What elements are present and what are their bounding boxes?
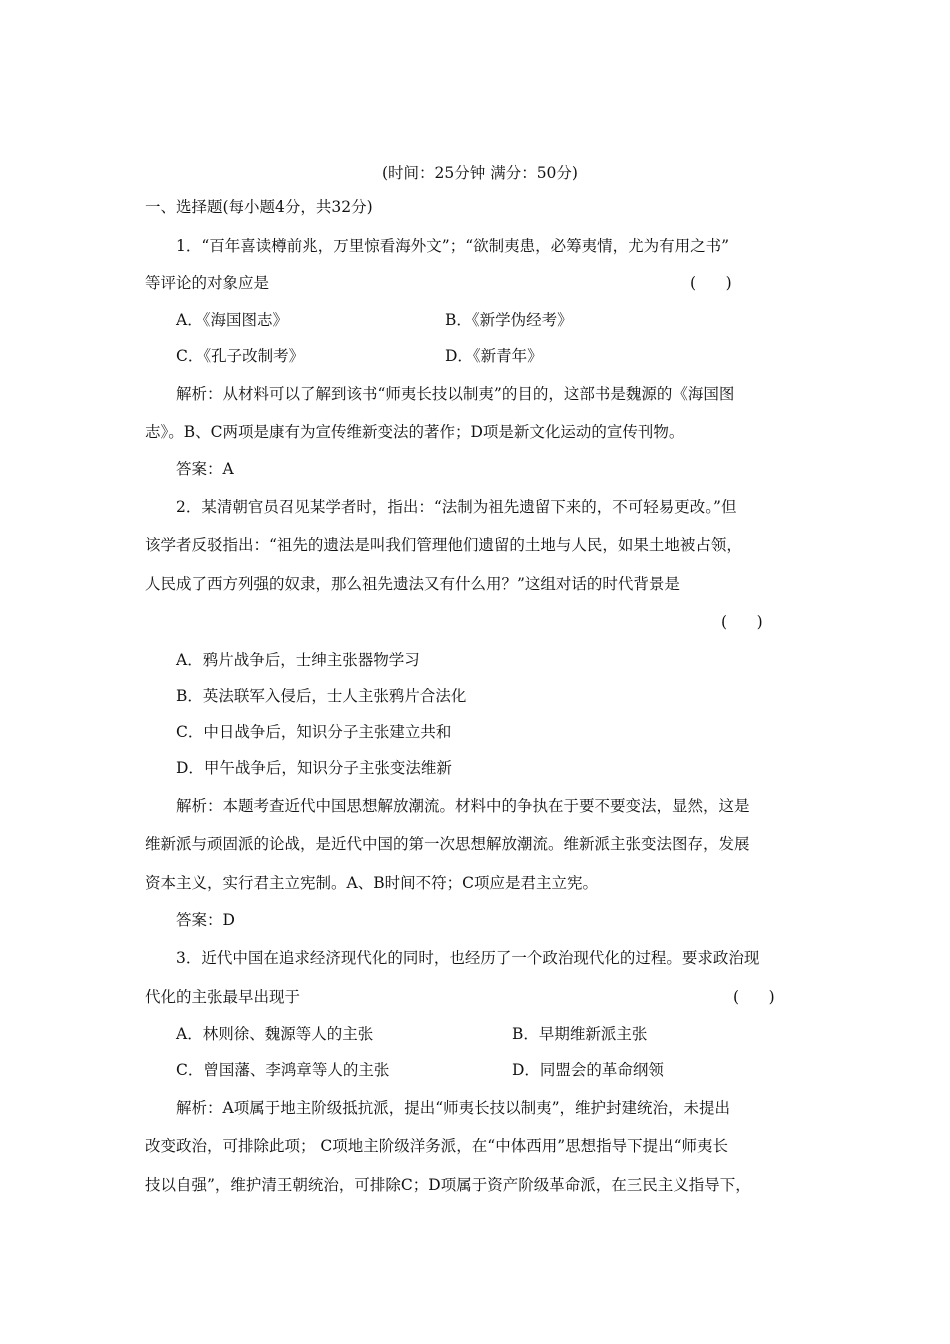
q1-stem-line1: 1．“百年喜读樽前兆，万里惊看海外文”；“欲制夷患，必筹夷情，尤为有用之书” xyxy=(176,237,730,255)
q2-stem-line3: 人民成了西方列强的奴隶，那么祖先遗法又有什么用？”这组对话的时代背景是 xyxy=(145,575,680,593)
q2-analysis-line1: 解析：本题考查近代中国思想解放潮流。材料中的争执在于要不要变法，显然，这是 xyxy=(176,797,750,815)
q2-option-c: C．中日战争后，知识分子主张建立共和 xyxy=(176,723,452,741)
q3-option-b: B．早期维新派主张 xyxy=(512,1025,648,1043)
q2-analysis-line3: 资本主义，实行君主立宪制。A、B时间不符；C项应是君主立宪。 xyxy=(145,874,598,892)
q3-option-a: A．林则徐、魏源等人的主张 xyxy=(176,1025,374,1043)
q1-analysis-line2: 志》。B、C两项是康有为宣传维新变法的著作；D项是新文化运动的宣传刊物。 xyxy=(145,423,685,441)
q2-option-b: B．英法联军入侵后，士人主张鸦片合法化 xyxy=(176,687,467,705)
q1-option-b: B．《新学伪经考》 xyxy=(445,311,573,329)
q3-answer-bracket: ( ) xyxy=(733,988,775,1006)
q3-analysis-line1: 解析：A项属于地主阶级抵抗派，提出“师夷长技以制夷”，维护封建统治，未提出 xyxy=(176,1099,731,1117)
q2-stem-line2: 该学者反驳指出：“祖先的遗法是叫我们管理他们遗留的土地与人民，如果土地被占领， xyxy=(145,536,742,554)
section-title: 一、选择题(每小题4分，共32分) xyxy=(145,198,373,216)
q1-option-c: C．《孔子改制考》 xyxy=(176,347,305,365)
q2-analysis-line2: 维新派与顽固派的论战，是近代中国的第一次思想解放潮流。维新派主张变法图存，发展 xyxy=(145,835,750,853)
q1-answer: 答案：A xyxy=(176,460,234,478)
q3-stem-line2: 代化的主张最早出现于 xyxy=(145,988,301,1006)
q2-option-d: D．甲午战争后，知识分子主张变法维新 xyxy=(176,759,452,777)
q3-stem-line1: 3．近代中国在追求经济现代化的同时，也经历了一个政治现代化的过程。要求政治现 xyxy=(176,949,760,967)
q2-answer-bracket: ( ) xyxy=(721,613,763,631)
q3-option-c: C．曾国藩、李鸿章等人的主张 xyxy=(176,1061,390,1079)
q1-analysis-line1: 解析：从材料可以了解到该书“师夷长技以制夷”的目的，这部书是魏源的《海国图 xyxy=(176,385,735,403)
q2-answer: 答案：D xyxy=(176,911,235,929)
q1-stem-line2: 等评论的对象应是 xyxy=(145,274,270,292)
q3-analysis-line2: 改变政治，可排除此项； C项地主阶级洋务派，在“中体西用”思想指导下提出“师夷长 xyxy=(145,1137,729,1155)
q1-option-a: A．《海国图志》 xyxy=(176,311,288,329)
q2-stem-line1: 2．某清朝官员召见某学者时，指出：“法制为祖先遗留下来的，不可轻易更改。”但 xyxy=(176,498,737,516)
q2-option-a: A．鸦片战争后，士绅主张器物学习 xyxy=(176,651,420,669)
time-info: (时间：25分钟 满分：50分) xyxy=(382,164,578,182)
q3-option-d: D．同盟会的革命纲领 xyxy=(512,1061,664,1079)
q1-option-d: D．《新青年》 xyxy=(445,347,543,365)
q3-analysis-line3: 技以自强”，维护清王朝统治，可排除C；D项属于资产阶级革命派，在三民主义指导下， xyxy=(145,1176,751,1194)
q1-answer-bracket: ( ) xyxy=(690,274,732,292)
